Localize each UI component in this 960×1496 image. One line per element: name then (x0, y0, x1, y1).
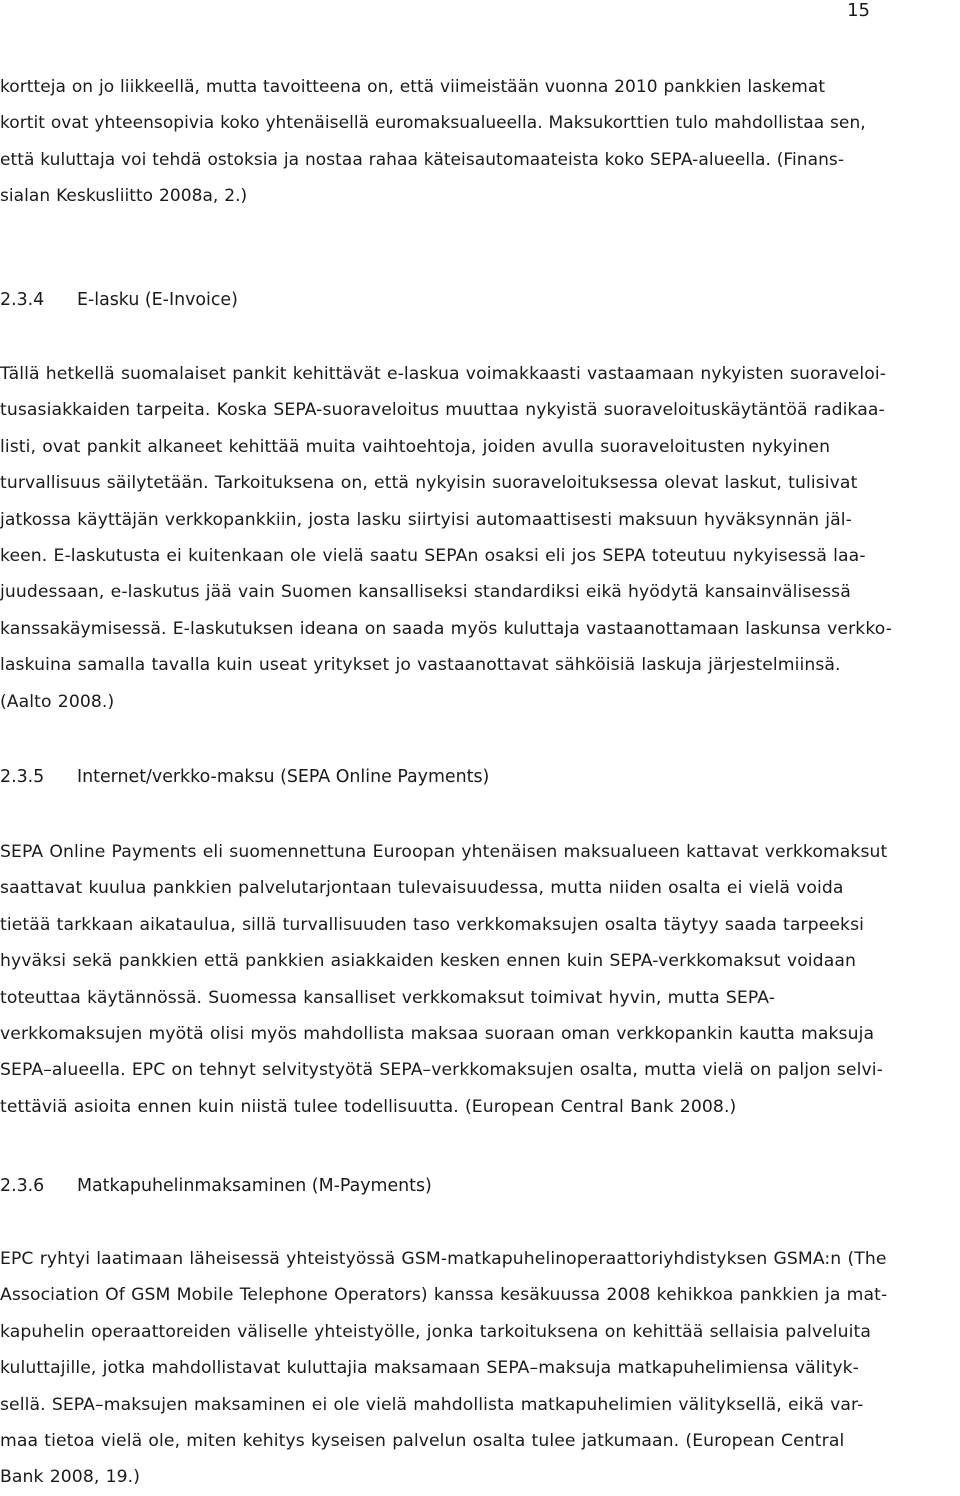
body-line: tietää tarkkaan aikataulua, sillä turvallisuuden taso verkkomaksujen osalta täytyy saada tarpeeksi (0, 914, 865, 935)
body-line: verkkomaksujen myötä olisi myös mahdollista maksaa suoraan oman verkkopankin kautta maksuja (0, 1024, 875, 1045)
body-line: turvallisuus säilytetään. Tarkoituksena on, että nykyisin suoraveloituksessa olevat laskut, tulisivat (0, 473, 858, 494)
body-line: Association Of GSM Mobile Telephone Operators) kanssa kesäkuussa 2008 kehikkoa pankkien ja mat- (0, 1285, 888, 1306)
section-title: Matkapuhelinmaksaminen (M-Payments) (77, 1176, 432, 1196)
intro-line: sialan Keskusliitto 2008a, 2.) (0, 185, 248, 206)
body-line: SEPA–alueella. EPC on tehnyt selvitystyötä SEPA–verkkomaksujen osalta, mutta vielä on paljon selvi- (0, 1060, 883, 1081)
body-line: hyväksi sekä pankkien että pankkien asiakkaiden kesken ennen kuin SEPA-verkkomaksut voidaan (0, 951, 856, 972)
intro-line: että kuluttaja voi tehdä ostoksia ja nostaa rahaa käteisautomaateista koko SEPA-alueella. (Finans- (0, 149, 845, 170)
body-line: (Aalto 2008.) (0, 691, 115, 712)
body-line: sellä. SEPA–maksujen maksaminen ei ole vielä mahdollista matkapuhelimien välityksellä, eikä var- (0, 1394, 864, 1415)
body-line: kapuhelin operaattoreiden väliselle yhteistyölle, jonka tarkoituksena on kehittää sellaisia palveluita (0, 1321, 871, 1342)
body-line: EPC ryhtyi laatimaan läheisessä yhteistyössä GSM-matkapuhelinoperaattoriyhdistyksen GSMA:n (The (0, 1249, 887, 1269)
intro-paragraph (0, 69, 952, 214)
body-line: Tällä hetkellä suomalaiset pankit kehittävät e-laskua voimakkaasti vastaamaan nykyisten suoraveloi- (0, 364, 887, 384)
body-line: listi, ovat pankit alkaneet kehittää muita vaihtoehtoja, joiden avulla suoraveloitusten nykyinen (0, 436, 831, 457)
body-line: kanssakäymisessä. E-laskutuksen ideana on saada myös kuluttaja vastaanottamaan laskunsa verkko- (0, 618, 893, 639)
section-heading-2-3-5 (0, 765, 952, 789)
section-number: 2.3.6 (0, 1176, 45, 1196)
body-line: laskuina samalla tavalla kuin useat yritykset jo vastaanottavat sähköisiä laskuja järjestelmiinsä. (0, 655, 841, 676)
body-line: maa tietoa vielä ole, miten kehitys kyseisen palvelun osalta tulee jatkumaan. (European Central (0, 1431, 845, 1452)
section-number: 2.3.4 (0, 290, 45, 310)
body-line: juudessaan, e-laskutus jää vain Suomen kansalliseksi standardiksi eikä hyödytä kansainvälisessä (0, 582, 851, 603)
body-line: keen. E-laskutusta ei kuitenkaan ole vielä saatu SEPAn osaksi eli jos SEPA toteutuu nykyisessä laa- (0, 546, 866, 567)
intro-line: kortit ovat yhteensopivia koko yhtenäisellä euromaksualueella. Maksukorttien tulo mahdollistaa sen, (0, 113, 866, 134)
body-line: saattavat kuulua pankkien palvelutarjontaan tulevaisuudessa, mutta niiden osalta ei vielä voida (0, 878, 844, 899)
body-line: SEPA Online Payments eli suomennettuna Euroopan yhtenäisen maksualueen kattavat verkkomaksut (0, 842, 888, 862)
section-number: 2.3.5 (0, 767, 45, 787)
section-title: Internet/verkko-maksu (SEPA Online Payments) (77, 767, 490, 787)
body-line: tettäviä asioita ennen kuin niistä tulee todellisuutta. (European Central Bank 2008.) (0, 1096, 737, 1117)
section-body-2-3-4 (0, 356, 952, 720)
intro-line: kortteja on jo liikkeellä, mutta tavoitteena on, että viimeistään vuonna 2010 pankkien laskemat (0, 77, 826, 97)
section-title: E-lasku (E-Invoice) (77, 290, 238, 310)
section-body-2-3-5 (0, 834, 952, 1125)
body-line: tusasiakkaiden tarpeita. Koska SEPA-suoraveloitus muuttaa nykyistä suoraveloituskäytäntöä radikaa- (0, 400, 885, 421)
section-heading-2-3-4 (0, 288, 952, 312)
page-number: 15 (847, 0, 870, 21)
body-line: toteuttaa käytännössä. Suomessa kansalliset verkkomaksut toimivat hyvin, mutta SEPA- (0, 987, 776, 1008)
section-body-2-3-6 (0, 1241, 952, 1496)
section-heading-2-3-6 (0, 1174, 952, 1198)
body-line: Bank 2008, 19.) (0, 1467, 141, 1488)
body-line: jatkossa käyttäjän verkkopankkiin, josta lasku siirtyisi automaattisesti maksuun hyväksynnän jäl- (0, 509, 852, 530)
body-line: kuluttajille, jotka mahdollistavat kuluttajia maksamaan SEPA–maksuja matkapuhelimiensa välityk- (0, 1358, 859, 1379)
